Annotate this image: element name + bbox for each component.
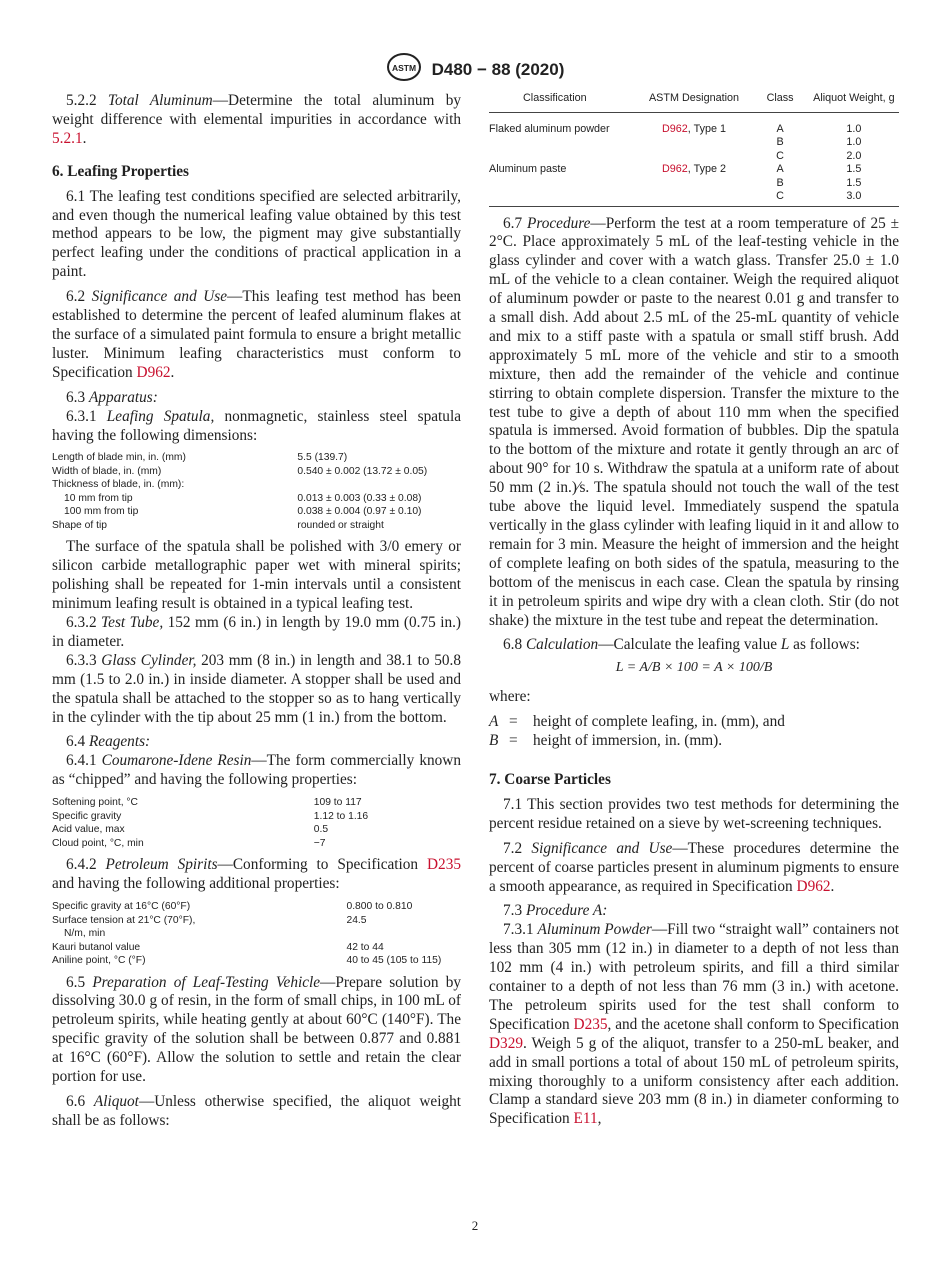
ref-link[interactable]: E11 — [573, 1110, 598, 1128]
definition-row: A = height of complete leafing, in. (mm), and — [489, 713, 785, 731]
ref-link[interactable]: D235 — [427, 856, 461, 874]
section-6-7: 6.7 Procedure—Perform the test at a room temperature of 25 ± 2°C. Place approximately 5 mL of the leaf-testing vehicle in the glass cylinder and cover with a watch glass. Transfer 25.0 ± 1.0 mL of the vehicle to a clean container. Weigh the required aliquot of aluminum powder or paste to the nearest 0.01 g and transfer to a small dish. Add about 2.5 mL of the 25-mL quantity of vehicle and mix to a stiff paste with a spatula or small stiff brush. Add approximately 5 mL more of the vehicle and stir to a smooth mixture, then add the remainder of the vehicle and continue stirring to obtain complete dispersion. Transfer the mixture to the test tube to give a depth of about 110 mm when the specified spatula is immersed. Avoid formation of bubbles. Dip the spatula to the bottom of the mixture and rotate it gently through an arc of about 90° for 10 s. Withdraw the spatula at a uniform rate of about 50 mm (2 in.)⁄s. The spatula should not touch the wall of the test tube above the liquid level. Immediately suspend the spatula vertically in the glass cylinder with leafing liquid in it and allow to remain for 3 min. Measure the height of immersion and the height of complete leafing on both sides of the spatula, measuring to the bottom of the meniscus in each case. Clean the spatula by rinsing it in petroleum spirits and wipe dry with a clean cloth. Stir (do not shake) the mixture in the test tube and repeat the determination. — [489, 214, 899, 629]
table-row: 10 mm from tip 0.013 ± 0.003 (0.33 ± 0.08) — [64, 492, 422, 504]
table-row: Cloud point, °C, min −7 — [52, 837, 326, 849]
table-row: B 1.0 — [776, 136, 862, 148]
right-column — [489, 92, 899, 1135]
section-6-3-2: 6.3.2 Test Tube, 152 mm (6 in.) in length by 19.0 mm (0.75 in.) in diameter. — [52, 614, 462, 650]
table-row: C 3.0 — [489, 190, 899, 206]
table-row: Kauri butanol value 42 to 44 — [52, 941, 384, 953]
section-6-6: 6.6 Aliquot—Unless otherwise specified, the aliquot weight shall be as follows: — [52, 1092, 461, 1129]
document-designation: D480 − 88 (2020) — [431, 59, 565, 79]
section-6-2: 6.2 Significance and Use—This leafing test method has been established to determine the percent of leafed aluminum flakes at the surface of a simulated paint formula to ensure a bright metallic luster. Minimum leafing characteristics must conform to Specification D962. — [52, 288, 461, 381]
variable-definitions — [489, 713, 899, 751]
section-6-4-2: 6.4.2 Petroleum Spirits—Conforming to Specification D235 and having the following additional properties: — [52, 856, 461, 893]
table-row: Softening point, °C 109 to 117 — [52, 797, 362, 809]
section-7-3-1: 7.3.1 Aluminum Powder—Fill two “straight wall” containers not less than 305 mm (12 in.) in diameter to a depth of not less than 102 mm (4 in.) with petroleum spirits, and fill a third similar container to a depth of not less than 76 mm (3 in.) with acetone. The petroleum spirits used for the test shall conform to Specification D235, and the acetone shall conform to Specification D329. Weigh 5 g of the aliquot, transfer to a 250-mL beaker, and add in small portions a total of about 150 mL of petroleum spirits, mixing thoroughly to a uniform consistency after each addition. Clamp a standard sieve 203 mm (8 in.) in diameter conforming to Specification E11, — [489, 921, 900, 1128]
heading-coarse-particles: 7. Coarse Particles — [489, 770, 611, 788]
ref-link[interactable]: 5.2.1 — [52, 129, 83, 147]
where-label: where: — [489, 688, 531, 706]
spatula-dimensions-table — [52, 451, 461, 532]
table-row: Thickness of blade, in. (mm): — [52, 479, 185, 491]
section-7-3: 7.3 Procedure A: — [503, 902, 608, 920]
astm-logo-icon — [386, 52, 422, 87]
table-row: Shape of tip rounded or straight — [52, 519, 384, 531]
spirits-properties-table — [52, 900, 461, 968]
table-row: Flaked aluminum powder D962, Type 1 A 1.0 — [489, 122, 862, 135]
section-6-3: 6.3 Apparatus: — [66, 388, 158, 406]
ref-link[interactable]: D235 — [573, 1015, 608, 1033]
table-row: Surface tension at 21°C (70°F), 24.5 — [52, 914, 367, 926]
table-row: Aluminum paste D962, Type 2 A 1.5 — [489, 163, 862, 175]
section-6-8: 6.8 Calculation—Calculate the leafing value L as follows: — [503, 636, 860, 654]
table-row: 100 mm from tip 0.038 ± 0.004 (0.97 ± 0.10) — [64, 506, 422, 518]
section-6-5: 6.5 Preparation of Leaf-Testing Vehicle—Prepare solution by dissolving 30.0 g of resin, in the form of small chips, in 100 mL of petroleum spirits, while heating gently at about 60°C (140°F). The specific gravity of the solution shall be between 0.877 and 0.881 at 16°C (60°F). Allow the solution to settle and retain the clear portion for use. — [52, 973, 461, 1086]
page-number: 2 — [471, 1218, 479, 1233]
ref-link[interactable]: D962 — [661, 122, 688, 135]
resin-properties-table — [52, 796, 461, 850]
section-7-1: 7.1 This section provides two test methods for determining the percent residue retained on a sieve by wet-screening techniques. — [489, 795, 899, 832]
ref-link[interactable]: D962 — [796, 877, 831, 895]
table-row: Acid value, max 0.5 — [52, 824, 329, 836]
left-column — [52, 92, 461, 1137]
section-6-3-1: 6.3.1 Leafing Spatula, nonmagnetic, stainless steel spatula having the following dimensions: — [52, 407, 461, 444]
spatula-surface-paragraph: The surface of the spatula shall be polished with 3/0 emery or silicon carbide metallographic paper wet with mineral spirits; polishing shall be repeated for 1-min intervals until a consistent minimum leafing result is obtained in a typical leafing test. — [52, 538, 461, 613]
aliquot-table — [489, 92, 899, 207]
table-row: C 2.0 — [776, 149, 862, 162]
section-6-4-1: 6.4.1 Coumarone-Idene Resin—The form commercially known as “chipped” and having the following properties: — [52, 752, 461, 789]
table-row: Width of blade, in. (mm) 0.540 ± 0.002 (13.72 ± 0.05) — [52, 465, 428, 477]
table-row: Aniline point, °C (°F) 40 to 45 (105 to 115) — [52, 955, 442, 966]
ref-link[interactable]: D962 — [661, 163, 688, 175]
leafing-equation: L = A/B × 100 = A × 100/B — [615, 660, 773, 676]
ref-link[interactable]: D962 — [136, 363, 171, 381]
section-6-4: 6.4 Reagents: — [66, 733, 151, 751]
table-row: N/m, min — [64, 928, 106, 939]
table-row: B 1.5 — [776, 176, 862, 189]
definition-row: B = height of immersion, in. (mm). — [489, 732, 723, 750]
table-header-row: Classification ASTM Designation Class Aliquot Weight, g — [489, 92, 899, 112]
table-row: Length of blade min, in. (mm) 5.5 (139.7) — [52, 452, 348, 464]
page-header — [0, 52, 950, 87]
section-7-2: 7.2 Significance and Use—These procedures determine the percent of coarse particles present in aluminum pigments to ensure a smooth appearance, as required in Specification D962. — [489, 839, 900, 895]
heading-leafing-properties: 6. Leafing Properties — [52, 162, 189, 180]
section-5-2-2: 5.2.2 Total Aluminum—Determine the total aluminum by weight difference with elemental impurities in accordance with 5.2.1. — [52, 92, 461, 147]
section-6-3-3: 6.3.3 Glass Cylinder, 203 mm (8 in.) in length and 38.1 to 50.8 mm (1.5 to 2.0 in.) in inside diameter. A stopper shall be used and the spatula shall be attached to the stopper so as to hang vertically in the cylinder with the tip about 25 mm (1 in.) from the bottom. — [52, 651, 461, 726]
table-row: Specific gravity at 16°C (60°F) 0.800 to 0.810 — [52, 901, 413, 912]
ref-link[interactable]: D329 — [489, 1034, 523, 1052]
table-row: Specific gravity 1.12 to 1.16 — [52, 810, 369, 822]
svg-text:ASTM: ASTM — [391, 63, 416, 73]
section-6-1: 6.1 The leafing test conditions specified are selected arbitrarily, and even though the numerical leafing value obtained by this test method appears to be low, the pigment may give substantially perfect leafing under the conditions of practical application in a paint. — [52, 187, 461, 281]
